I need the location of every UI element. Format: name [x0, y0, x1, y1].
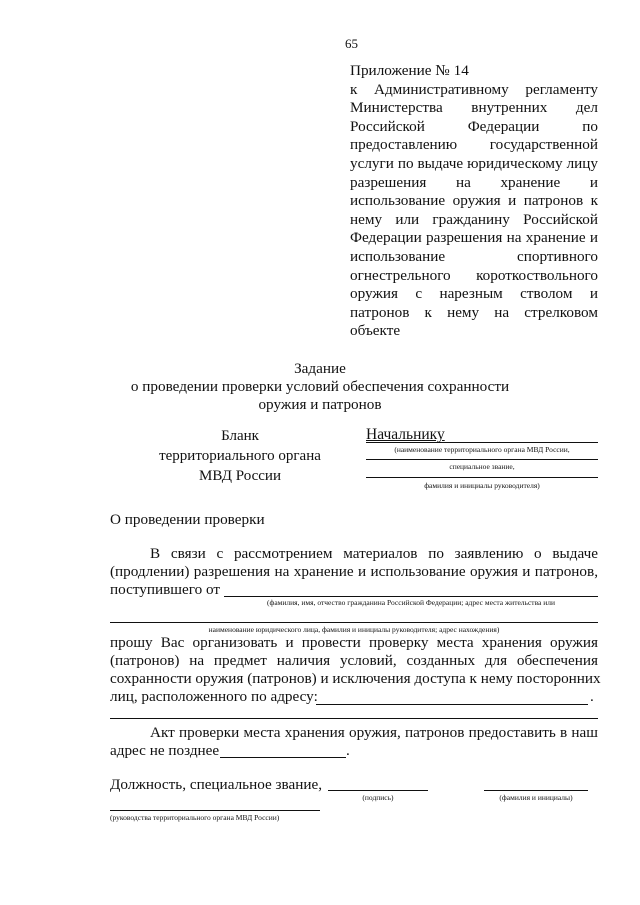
appendix-word: Административному: [373, 80, 509, 98]
appendix-line: [350, 211, 598, 230]
letterhead-line-3: МВД России: [199, 468, 281, 484]
signature-label: Должность, специальное звание,: [110, 776, 323, 793]
appendix-line: [350, 322, 598, 341]
appendix-word: спортивного: [517, 247, 598, 265]
appendix-word: и: [589, 173, 598, 191]
appendix-word: к: [350, 80, 358, 98]
deadline-end: .: [346, 742, 350, 759]
appendix-word: Министерства: [350, 99, 443, 117]
appendix-word: использование оружия и патронов к: [350, 192, 598, 210]
body-p3-line1: Акт проверки места хранения оружия, патронов предоставить в наш: [150, 724, 598, 741]
address-line: [316, 704, 588, 705]
appendix-line: [350, 118, 598, 137]
letterhead-line-1: Бланк: [221, 428, 259, 444]
appendix-word: Федерации: [467, 117, 540, 135]
signature-caption: (подпись): [362, 793, 394, 802]
appendix-word: хранение: [500, 173, 561, 191]
body-p1-line3: поступившего от: [110, 581, 221, 598]
letterhead-line-2: территориального органа: [159, 448, 321, 464]
subject-line: О проведении проверки: [110, 511, 265, 528]
page-number: 65: [345, 36, 358, 51]
signature-line: [328, 790, 428, 791]
appendix-word: разрешения: [350, 173, 427, 191]
appendix-word: короткоствольного: [476, 266, 598, 284]
applicant-caption-2: наименование юридического лица, фамилия и инициалы руководителя; адрес нахождения): [208, 625, 500, 634]
document-title: Задание: [294, 360, 346, 377]
appendix-word: государственной: [489, 136, 598, 154]
appendix-block: [350, 62, 598, 341]
appendix-word: к: [424, 303, 432, 321]
appendix-line: [350, 304, 598, 323]
body-p3-line2: адрес не позднее: [110, 742, 220, 759]
appendix-line: [350, 248, 598, 267]
appendix-word: оружия: [350, 285, 398, 303]
appendix-body: [350, 81, 598, 341]
appendix-line: [350, 99, 598, 118]
appendix-word: Федерации разрешения на хранение и: [350, 229, 598, 247]
position-line: [110, 810, 320, 811]
name-caption: (фамилия и инициалы): [499, 793, 573, 802]
addressee-line-1: [366, 442, 598, 443]
appendix-line: [350, 192, 598, 211]
body-p2-line4: лиц, расположенного по адресу:: [110, 688, 318, 705]
appendix-line: [350, 81, 598, 100]
addressee-line-2: [366, 459, 598, 460]
appendix-word: объекте: [350, 322, 401, 340]
addressee-caption-1: (наименование территориального органа МВД России,: [394, 445, 570, 454]
addressee-line-3: [366, 477, 598, 478]
appendix-word: нарезным: [439, 285, 503, 303]
applicant-line: [224, 596, 598, 597]
appendix-line: [350, 174, 598, 193]
body-p2-line2: (патронов) на предмет наличия условий, созданных для обеспечения: [110, 652, 598, 669]
appendix-word: по: [582, 117, 598, 135]
body-p1-line1: В связи с рассмотрением материалов по заявлению о выдаче: [150, 545, 598, 562]
addressee-caption-2: специальное звание,: [449, 462, 515, 471]
appendix-word: стрелковом: [524, 303, 598, 321]
appendix-line: [350, 285, 598, 304]
appendix-word: нему: [447, 303, 480, 321]
body-p2-line1: прошу Вас организовать и провести проверку места хранения оружия: [110, 634, 598, 651]
appendix-word: использование: [350, 247, 446, 265]
appendix-word: услуги по выдаче юридическому лицу: [350, 154, 598, 172]
appendix-line: [350, 229, 598, 248]
document-subtitle: о проведении проверки условий обеспечения сохранности: [130, 378, 510, 395]
appendix-word: дел: [575, 99, 598, 117]
appendix-word: регламенту: [525, 80, 598, 98]
deadline-line: [220, 757, 346, 758]
appendix-word: внутренних: [471, 99, 548, 117]
applicant-line-2: [110, 622, 598, 623]
body-p2-line3: сохранности оружия (патронов) и исключения доступа к нему посторонних: [110, 670, 601, 687]
appendix-line: [350, 136, 598, 155]
appendix-word: и: [589, 285, 598, 303]
name-line: [484, 790, 588, 791]
appendix-title: Приложение № 14: [350, 62, 469, 79]
appendix-word: стволом: [520, 285, 573, 303]
addressee-title: Начальнику: [366, 426, 445, 443]
applicant-caption: (фамилия, имя, отчество гражданина Российской Федерации; адрес места жительства или: [266, 598, 555, 607]
appendix-word: Российской: [350, 117, 425, 135]
appendix-word: на: [494, 303, 510, 321]
appendix-word: нему или гражданину Российской: [350, 210, 598, 228]
document-subtitle-2: оружия и патронов: [258, 396, 382, 413]
appendix-word: патронов: [350, 303, 410, 321]
address-line-2: [110, 718, 598, 719]
addressee-caption-3: фамилия и инициалы руководителя): [424, 481, 540, 490]
appendix-word: с: [415, 285, 423, 303]
appendix-line: [350, 155, 598, 174]
appendix-line: [350, 267, 598, 286]
position-caption: (руководства территориального органа МВД России): [110, 813, 280, 822]
appendix-word: на: [455, 173, 471, 191]
address-end: .: [590, 688, 594, 705]
letterhead-blank: [140, 426, 340, 486]
appendix-word: предоставлению: [350, 136, 458, 154]
body-p1-line2: (продлении) разрешения на хранение и использование оружия и патронов,: [110, 563, 598, 580]
appendix-word: огнестрельного: [350, 266, 451, 284]
